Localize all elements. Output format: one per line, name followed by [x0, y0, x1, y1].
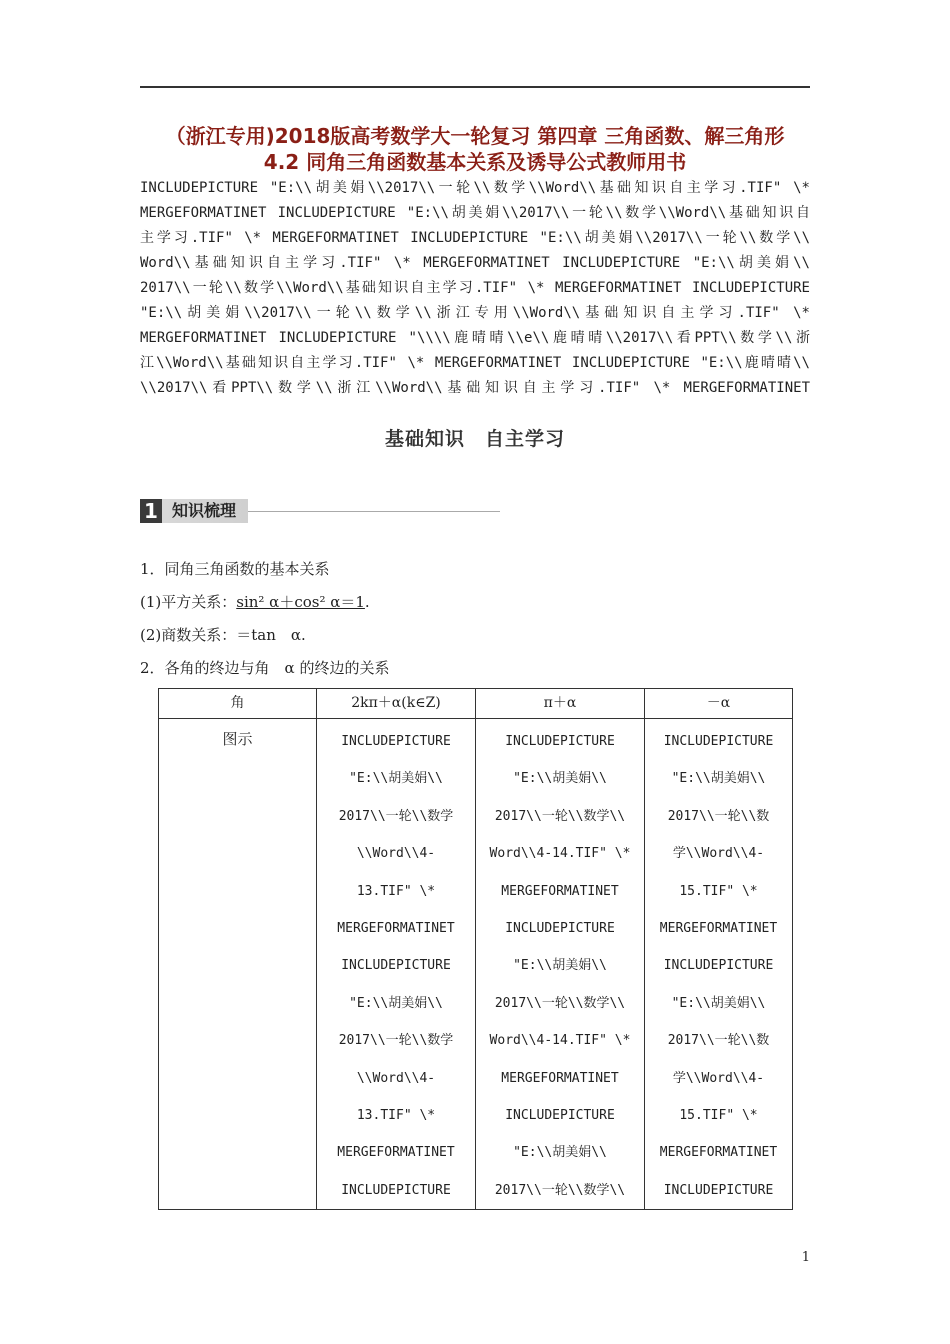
paragraph-4: 2．各角的终边与角 α 的终边的关系 — [140, 659, 390, 677]
field-code-line: 江\\Word\\基础知识自主学习.TIF" \* MERGEFORMATINET INCLUDEPICTURE "E:\\鹿晴晴\\ — [140, 355, 810, 371]
field-code-line: MERGEFORMATINET INCLUDEPICTURE "\\\\鹿晴晴\\e\\鹿晴晴\\2017\\看PPT\\数学\\浙 — [140, 330, 810, 346]
section-banner — [140, 499, 500, 523]
paragraph-3 — [140, 624, 306, 646]
cell-line: INCLUDEPICTURE — [663, 1182, 774, 1198]
cell-line: "E:\\胡美娟\\ — [513, 958, 607, 974]
field-code-block — [140, 176, 810, 401]
cell-line: "E:\\胡美娟\\ — [671, 771, 766, 787]
paragraph-3-suffix: . — [301, 626, 306, 644]
cell-line: MERGEFORMATINET — [337, 1145, 455, 1161]
banner-number: 1 — [140, 499, 162, 523]
cell-line: \\Word\\4- — [356, 846, 436, 862]
table-header-cell: 2kπ＋α(k∈Z) — [317, 689, 476, 719]
cell-line: 2017\\一轮\\数 — [667, 808, 770, 824]
cell-line: 2017\\一轮\\数学\\ — [494, 1182, 626, 1198]
cell-lines — [317, 719, 475, 1209]
cell-line: MERGEFORMATINET — [659, 920, 778, 936]
table-header-row — [159, 689, 793, 719]
table-cell — [317, 719, 476, 1210]
cell-line: 2017\\一轮\\数学 — [338, 1033, 454, 1049]
paragraph-2 — [140, 591, 370, 613]
banner-label: 知识梳理 — [162, 499, 248, 523]
cell-line: 2017\\一轮\\数学\\ — [494, 995, 626, 1011]
table-row — [159, 719, 793, 1210]
cell-line: INCLUDEPICTURE — [505, 734, 615, 749]
page-number: 1 — [801, 1250, 810, 1265]
cell-line: 15.TIF" \* — [679, 883, 758, 899]
cell-line: INCLUDEPICTURE — [663, 958, 774, 974]
field-code-line: MERGEFORMATINET INCLUDEPICTURE "E:\\胡美娟\\2017\\一轮\\数学\\Word\\基础知识自 — [140, 205, 810, 221]
table-header-cell: 角 — [159, 689, 317, 719]
cell-line: \\Word\\4- — [356, 1070, 436, 1086]
table-cell — [645, 719, 793, 1210]
cell-line: "E:\\胡美娟\\ — [671, 995, 766, 1011]
paragraph-3-prefix: (2)商数关系：＝tan α — [140, 626, 302, 644]
table-row-label-cell — [159, 719, 317, 1210]
cell-lines — [645, 719, 792, 1209]
terminal-side-table — [158, 688, 793, 1210]
paragraph-1: 1．同角三角函数的基本关系 — [140, 560, 330, 578]
cell-line: 2017\\一轮\\数 — [667, 1033, 770, 1049]
pythagorean-identity: sin² α＋cos² α＝1 — [236, 593, 365, 611]
cell-line: 13.TIF" \* — [356, 1107, 436, 1123]
cell-lines — [476, 719, 644, 1209]
title-line-1: （浙江专用)2018版高考数学大一轮复习 第四章 三角函数、解三角形 — [165, 124, 785, 148]
cell-line: INCLUDEPICTURE — [505, 1107, 615, 1123]
cell-line: "E:\\胡美娟\\ — [349, 995, 443, 1011]
table-header-cell: －α — [645, 689, 793, 719]
cell-line: "E:\\胡美娟\\ — [513, 771, 607, 787]
cell-line: 学\\Word\\4- — [672, 1070, 765, 1086]
field-code-line: \\2017\\看PPT\\数学\\浙江\\Word\\基础知识自主学习.TIF" \* MERGEFORMATINET — [140, 380, 810, 396]
cell-line: "E:\\胡美娟\\ — [349, 771, 443, 787]
paragraph-2-suffix: . — [364, 593, 370, 611]
table-cell — [476, 719, 645, 1210]
cell-line: "E:\\胡美娟\\ — [513, 1145, 607, 1161]
field-code-line: 主学习.TIF" \* MERGEFORMATINET INCLUDEPICTURE "E:\\胡美娟\\2017\\一轮\\数学\\ — [140, 230, 810, 246]
field-code-line: "E:\\胡美娟\\2017\\一轮\\数学\\浙江专用\\Word\\基础知识自主学习.TIF" \* — [140, 305, 810, 321]
cell-line: INCLUDEPICTURE — [663, 734, 774, 749]
cell-line: INCLUDEPICTURE — [505, 920, 615, 936]
section-heading: 基础知识 自主学习 — [384, 428, 565, 450]
paragraph-2-prefix: (1)平方关系： — [140, 593, 237, 611]
row-label: 图示 — [222, 730, 253, 748]
cell-line: MERGEFORMATINET — [337, 920, 455, 936]
table-header-cell: π＋α — [476, 689, 645, 719]
field-code-line: INCLUDEPICTURE "E:\\胡美娟\\2017\\一轮\\数学\\Word\\基础知识自主学习.TIF" \* — [140, 180, 810, 196]
cell-line: INCLUDEPICTURE — [341, 1182, 451, 1198]
cell-line: MERGEFORMATINET — [659, 1145, 778, 1161]
cell-line: INCLUDEPICTURE — [341, 958, 451, 974]
field-code-line: Word\\基础知识自主学习.TIF" \* MERGEFORMATINET INCLUDEPICTURE "E:\\胡美娟\\ — [140, 255, 810, 271]
cell-line: MERGEFORMATINET — [501, 1070, 619, 1086]
cell-line: 学\\Word\\4- — [672, 846, 765, 862]
title-line-2: 4.2 同角三角函数基本关系及诱导公式教师用书 — [263, 150, 687, 174]
cell-line: 2017\\一轮\\数学\\ — [494, 808, 626, 824]
cell-line: Word\\4-14.TIF" \* — [489, 846, 631, 862]
banner-rule — [248, 511, 500, 512]
cell-line: INCLUDEPICTURE — [341, 734, 451, 749]
cell-line: 15.TIF" \* — [679, 1107, 758, 1123]
cell-line: 2017\\一轮\\数学 — [338, 808, 454, 824]
cell-line: Word\\4-14.TIF" \* — [489, 1033, 631, 1049]
cell-line: MERGEFORMATINET — [501, 883, 619, 899]
header-rule — [140, 86, 810, 88]
field-code-line: 2017\\一轮\\数学\\Word\\基础知识自主学习.TIF" \* MERGEFORMATINET INCLUDEPICTURE — [140, 280, 810, 296]
cell-line: 13.TIF" \* — [356, 883, 436, 899]
